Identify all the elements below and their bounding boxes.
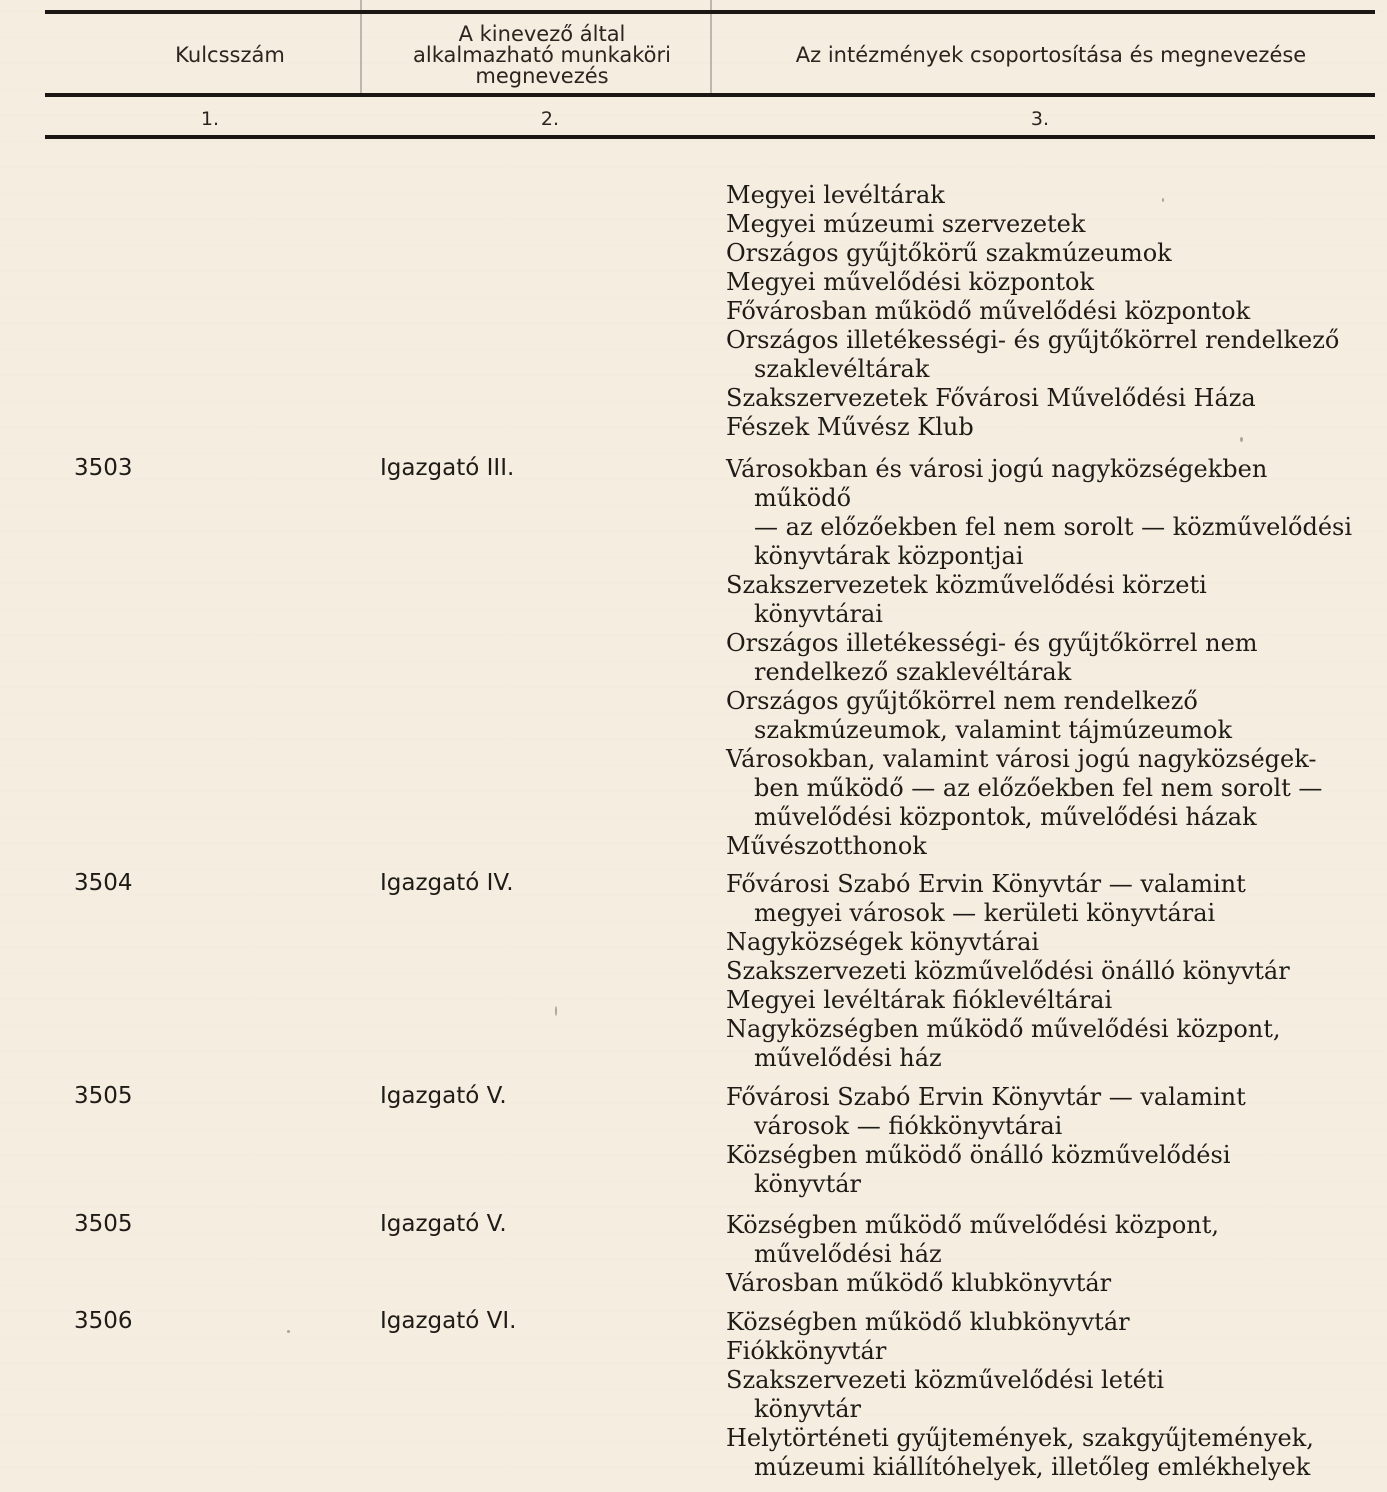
institution-line: Városokban, valamint városi jogú nagyközségek- <box>726 745 1317 773</box>
institution-line: Szakszervezeti közművelődési letéti <box>726 1366 1165 1394</box>
row-code-3505-b: 3505 <box>74 1211 133 1237</box>
institution-line: Fővárosi Szabó Ervin Könyvtár — valamint <box>726 1083 1246 1111</box>
paper-speckle <box>287 1330 290 1333</box>
institution-line-continuation <box>726 774 1381 803</box>
institution-line: Szakszervezeti közművelődési önálló könyvtár <box>726 957 1290 985</box>
institution-line-continuation <box>726 1453 1381 1482</box>
institution-line: Községben működő önálló közművelődési <box>726 1141 1231 1169</box>
institution-line-indent: művelődési ház <box>754 1044 942 1072</box>
institution-line: Művészotthonok <box>726 832 927 860</box>
institution-line: Városban működő klubkönyvtár <box>726 1269 1112 1297</box>
institution-line-continuation <box>726 355 1381 384</box>
institution-line: Országos illetékességi- és gyűjtőkörrel nem <box>726 629 1258 657</box>
institution-line-indent: könyvtár <box>754 1395 861 1423</box>
institution-group-1 <box>726 181 1381 442</box>
column-number-3: 3. <box>1030 108 1050 130</box>
institution-line-continuation <box>726 484 1381 513</box>
header-kulcsszam: Kulcsszám <box>175 43 285 67</box>
paper-speckle <box>555 1006 557 1016</box>
institution-line-indent: művelődési ház <box>754 1240 942 1268</box>
institution-line: Fiókkönyvtár <box>726 1337 887 1365</box>
header-munkakor-line-1: A kinevező által <box>458 22 626 46</box>
institution-line-continuation <box>726 513 1381 542</box>
institution-group-3506 <box>726 1308 1381 1482</box>
row-role-3503: Igazgató III. <box>380 455 515 481</box>
header-intezmenyek: Az intézmények csoportosítása és megnevezése <box>795 43 1307 67</box>
institution-line-indent: könyvtár <box>754 1170 861 1198</box>
row-code-3506: 3506 <box>74 1308 133 1334</box>
institution-line-continuation <box>726 1240 1381 1269</box>
institution-line: Nagyközségben működő művelődési központ, <box>726 1015 1281 1043</box>
institution-line: Megyei levéltárak <box>726 181 945 209</box>
institution-line-continuation <box>726 600 1381 629</box>
institution-group-3505-a <box>726 1083 1381 1199</box>
institution-line-indent: ben működő — az előzőekben fel nem sorolt — <box>754 774 1323 802</box>
institution-line: Városokban és városi jogú nagyközségekben <box>726 455 1268 483</box>
institution-line: Helytörténeti gyűjtemények, szakgyűjtemények, <box>726 1424 1314 1452</box>
institution-line-continuation <box>726 803 1381 832</box>
header-munkakor-line-2: alkalmazható munkaköri <box>413 43 671 67</box>
institution-line-indent: rendelkező szaklevéltárak <box>754 658 1072 686</box>
institution-line-continuation <box>726 1112 1381 1141</box>
institution-line-indent: múzeumi kiállítóhelyek, illetőleg emlékhelyek <box>754 1453 1311 1481</box>
header-bottom-rule <box>45 93 1375 97</box>
institution-line-continuation <box>726 542 1381 571</box>
header-munkakor <box>372 24 712 87</box>
institution-group-3504 <box>726 870 1381 1073</box>
institution-line: Nagyközségek könyvtárai <box>726 928 1040 956</box>
institution-line-indent: — az előzőekben fel nem sorolt — közművelődési <box>754 513 1353 541</box>
institution-line-indent: megyei városok — kerületi könyvtárai <box>754 899 1216 927</box>
institution-line-indent: működő <box>754 484 852 512</box>
institution-line: Országos gyűjtőkörrel nem rendelkező <box>726 687 1198 715</box>
institution-line: Községben működő klubkönyvtár <box>726 1308 1130 1336</box>
row-role-3505-a: Igazgató V. <box>380 1083 507 1109</box>
header-munkakor-line-3: megnevezés <box>475 64 609 88</box>
institution-line-indent: szakmúzeumok, valamint tájmúzeumok <box>754 716 1233 744</box>
institution-line-continuation <box>726 899 1381 928</box>
paper-speckle <box>1162 198 1164 202</box>
row-code-3504: 3504 <box>74 870 133 896</box>
institution-line: Fővárosban működő művelődési központok <box>726 297 1251 325</box>
institution-line: Szakszervezetek Fővárosi Művelődési Háza <box>726 384 1256 412</box>
institution-line-indent: városok — fiókkönyvtárai <box>754 1112 1063 1140</box>
institution-line: Fészek Művész Klub <box>726 413 974 441</box>
row-role-3506: Igazgató VI. <box>380 1308 517 1334</box>
institution-line: Szakszervezetek közművelődési körzeti <box>726 571 1207 599</box>
institution-line: Fővárosi Szabó Ervin Könyvtár — valamint <box>726 870 1246 898</box>
row-role-3505-b: Igazgató V. <box>380 1211 507 1237</box>
number-bottom-rule <box>45 135 1375 139</box>
row-code-3505-a: 3505 <box>74 1083 133 1109</box>
institution-line-indent: szaklevéltárak <box>754 355 930 383</box>
institution-group-3505-b <box>726 1211 1381 1298</box>
institution-line-continuation <box>726 1170 1381 1199</box>
institution-line-indent: művelődési központok, művelődési házak <box>754 803 1257 831</box>
column-number-1: 1. <box>200 108 220 130</box>
institution-line-indent: könyvtárak központjai <box>754 542 1024 570</box>
institution-line: Országos gyűjtőkörű szakmúzeumok <box>726 239 1172 267</box>
institution-line: Országos illetékességi- és gyűjtőkörrel rendelkező <box>726 326 1340 354</box>
institution-line-continuation <box>726 1044 1381 1073</box>
institution-line-continuation <box>726 658 1381 687</box>
institution-group-3503 <box>726 455 1381 861</box>
institution-line-continuation <box>726 716 1381 745</box>
row-role-3504: Igazgató IV. <box>380 870 514 896</box>
row-code-3503: 3503 <box>74 455 133 481</box>
paper-speckle <box>1240 437 1243 442</box>
institution-line: Megyei művelődési központok <box>726 268 1095 296</box>
institution-line: Községben működő művelődési központ, <box>726 1211 1220 1239</box>
institution-line: Megyei múzeumi szervezetek <box>726 210 1086 238</box>
institution-line-continuation <box>726 1395 1381 1424</box>
institution-line-indent: könyvtárai <box>754 600 883 628</box>
institution-line: Megyei levéltárak fióklevéltárai <box>726 986 1113 1014</box>
column-number-2: 2. <box>540 108 560 130</box>
